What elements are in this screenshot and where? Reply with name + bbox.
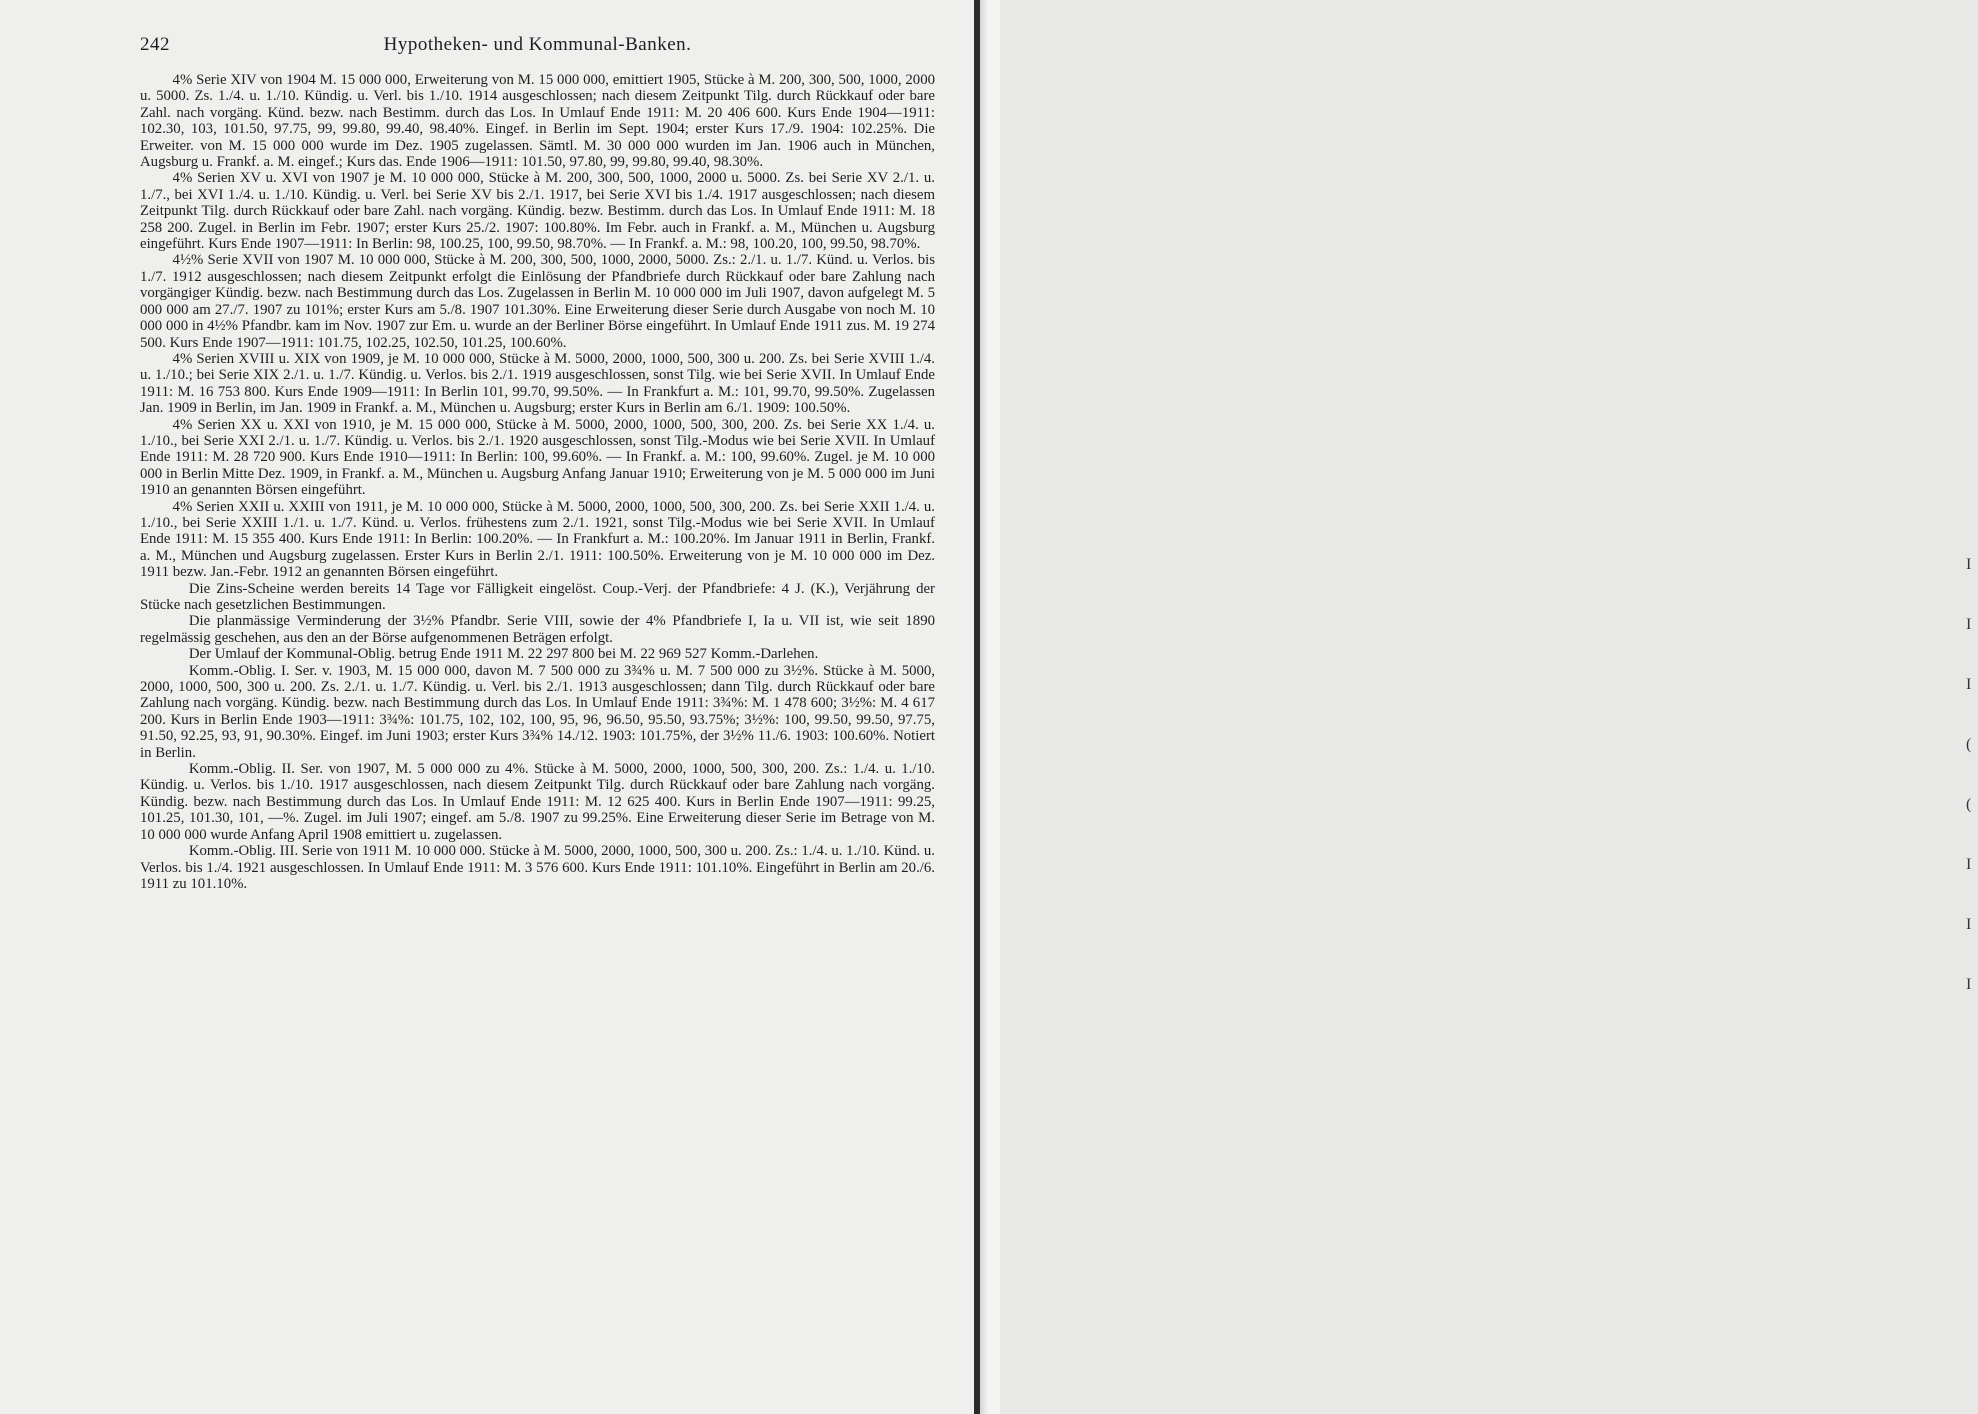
paragraph-komm-oblig-ii: Komm.-Oblig. II. Ser. von 1907, M. 5 000 000 zu 4%. Stücke à M. 5000, 2000, 1000, 500, 300, 200. Zs.: 1./4. u. 1./10. Kündig. u. Verlos. bis 1./10. 1917 ausgeschlossen, nach diesem Zeitpunkt Tilg. durch Rückkauf oder bare Zahlung nach vorgäng. Kündig. bezw. nach Bestimmung durch das Los. In Umlauf Ende 1911: M. 12 625 400. Kurs in Berlin Ende 1907—1911: 99.25, 101.25, 101.30, 101, —%. Zugel. im Juli 1907; eingef. am 5./8. 1907 zu 99.25%. Eine Erweiterung dieser Serie im Betrage von M. 10 000 000 wurde Anfang April 1908 emittiert u. zugelassen. [140,761,935,843]
edge-fragment: I [1966,976,1972,993]
page-header [140,34,935,64]
adjacent-page-fragments [1966,520,1978,1000]
article-body [140,72,935,892]
paragraph-serie-xx-xxi: 4% Serien XX u. XXI von 1910, je M. 15 000 000, Stücke à M. 5000, 2000, 1000, 500, 300, 200. Zs. bei Serie XX 1./4. u. 1./10., bei Serie XXI 2./1. u. 1./7. Kündig. u. Verlos. bis 2./1. 1920 ausgeschlossen, sonst Tilg.-Modus wie bei Serie XVII. In Umlauf Ende 1911: M. 28 720 900. Kurs Ende 1910—1911: In Berlin: 100, 99.60%. — In Frankf. a. M.: 100, 99.60%. Zugel. je M. 10 000 000 in Berlin Mitte Dez. 1909, in Frankf. a. M., München u. Augsburg Anfang Januar 1910; Erweiterung von je M. 5 000 000 im Juni 1910 an genannten Börsen eingeführt. [140,416,935,499]
paragraph-serie-xviii-xix: 4% Serien XVIII u. XIX von 1909, je M. 10 000 000, Stücke à M. 5000, 2000, 1000, 500, 300 u. 200. Zs. bei Serie XVIII 1./4. u. 1./10.; bei Serie XIX 2./1. u. 1./7. Kündig. u. Verlos. bis 2./1. 1919 ausgeschlossen, sonst Tilg. wie bei Serie XVII. In Umlauf Ende 1911: M. 16 753 800. Kurs Ende 1909—1911: In Berlin 101, 99.70, 99.50%. — In Frankfurt a. M.: 101, 99.70, 99.50%. Zugelassen Jan. 1909 in Berlin, im Jan. 1909 in Frankf. a. M., München u. Augsburg; erster Kurs in Berlin am 6./1. 1909: 100.50%. [140,350,935,417]
paragraph-verminderung: Die planmässige Verminderung der 3½% Pfandbr. Serie VIII, sowie der 4% Pfandbriefe I, Ia u. VII ist, wie seit 1890 regelmässig geschehen, aus den an der Börse aufgenommenen Beträgen erfolgt. [140,613,935,646]
edge-fragment: I [1966,616,1972,633]
page-number: 242 [140,34,170,55]
edge-fragment: I [1966,556,1972,573]
paragraph-serie-xiv: 4% Serie XIV von 1904 M. 15 000 000, Erweiterung von M. 15 000 000, emittiert 1905, Stücke à M. 200, 300, 500, 1000, 2000 u. 5000. Zs. 1./4. u. 1./10. Kündig. u. Verl. bis 1./10. 1914 ausgeschlossen; nach diesem Zeitpunkt Tilg. durch Rückkauf oder bare Zahl. nach vorgäng. Künd. bezw. nach Bestimm. durch das Los. In Umlauf Ende 1911: M. 20 406 600. Kurs Ende 1904—1911: 102.30, 103, 101.50, 97.75, 99, 99.80, 99.40, 98.40%. Eingef. in Berlin im Sept. 1904; erster Kurs 17./9. 1904: 102.25%. Die Erweiter. von M. 15 000 000 wurde im Dez. 1905 zugelassen. Sämtl. M. 30 000 000 wurden im Jan. 1906 auch in München, Augsburg u. Frankf. a. M. eingef.; Kurs das. Ende 1906—1911: 101.50, 97.80, 99, 99.80, 99.40, 98.30%. [140,72,935,171]
adjacent-page-edge [980,0,1972,1414]
running-title: Hypotheken- und Kommunal-Banken. [383,34,692,55]
edge-fragment: I [1966,856,1972,873]
paragraph-serie-xv-xvi: 4% Serien XV u. XVI von 1907 je M. 10 000 000, Stücke à M. 200, 300, 500, 1000, 2000 u. 5000. Zs. bei Serie XV 2./1. u. 1./7., bei XVI 1./4. u. 1./10. Kündig. u. Verl. bei Serie XV bis 2./1. 1917, bei Serie XVI bis 1./4. 1917 ausgeschlossen; nach diesem Zeitpunkt Tilg. durch Rückkauf oder bare Zahl. nach vorgäng. Kündig. bezw. Bestimm. durch das Los. In Umlauf Ende 1911: M. 18 258 200. Zugel. in Berlin im Febr. 1907; erster Kurs 25./2. 1907: 100.80%. Im Febr. auch in Frankf. a. M., München u. Augsburg eingeführt. Kurs Ende 1907—1911: In Berlin: 98, 100.25, 100, 99.50, 98.70%. — In Frankf. a. M.: 98, 100.20, 100, 99.50, 98.70%. [140,170,935,253]
edge-fragment: I [1966,916,1972,933]
edge-fragment: ( [1966,736,1972,753]
edge-fragment: ( [1966,796,1972,813]
paragraph-serie-xvii: 4½% Serie XVII von 1907 M. 10 000 000, Stücke à M. 200, 300, 500, 1000, 2000, 5000. Zs.: 2./1. u. 1./7. Künd. u. Verlos. bis 1./7. 1912 ausgeschlossen; nach diesem Zeitpunkt erfolgt die Einlösung der Pfandbriefe durch Rückkauf oder bare Zahlung nach vorgängiger Kündig. bezw. nach Bestimmung durch das Los. Zugelassen in Berlin M. 10 000 000 im Juli 1907, davon aufgelegt M. 5 000 000 am 27./7. 1907 zu 101%; erster Kurs am 5./8. 1907 101.30%. Eine Erweiterung dieser Serie durch Ausgabe von noch M. 10 000 000 in 4½% Pfandbr. kam im Nov. 1907 zur Em. u. wurde an der Berliner Börse eingeführt. In Umlauf Ende 1911 zus. M. 19 274 500. Kurs Ende 1907—1911: 101.75, 102.25, 102.50, 101.25, 100.60%. [140,252,935,351]
paragraph-komm-oblig-i: Komm.-Oblig. I. Ser. v. 1903, M. 15 000 000, davon M. 7 500 000 zu 3¾% u. M. 7 500 000 zu 3½%. Stücke à M. 5000, 2000, 1000, 500, 300 u. 200. Zs. 2./1. u. 1./7. Kündig. u. Verl. bis 2./1. 1913 ausgeschlossen; dann Tilg. durch Rückkauf oder bare Zahlung nach vorgäng. Kündig. bezw. nach Bestimmung durch das Los. In Umlauf Ende 1911: 3¾%: M. 1 478 600; 3½%: M. 4 617 200. Kurs in Berlin Ende 1903—1911: 3¾%: 101.75, 102, 102, 100, 95, 96, 96.50, 95.50, 93.75%; 3½%: 100, 99.50, 99.50, 97.75, 91.50, 92.25, 93, 91, 90.30%. Eingef. im Juni 1903; erster Kurs 3¾% 14./12. 1903: 101.75%, der 3½% 11./6. 1903: 100.60%. Notiert in Berlin. [140,662,935,761]
paragraph-komm-oblig-iii: Komm.-Oblig. III. Serie von 1911 M. 10 000 000. Stücke à M. 5000, 2000, 1000, 500, 300 u. 200. Zs.: 1./4. u. 1./10. Künd. u. Verlos. bis 1./4. 1921 ausgeschlossen. In Umlauf Ende 1911: M. 3 576 600. Kurs Ende 1911: 101.10%. Eingeführt in Berlin am 20./6. 1911 zu 101.10%. [140,843,935,892]
edge-fragment: I [1966,676,1972,693]
paragraph-zins-scheine: Die Zins-Scheine werden bereits 14 Tage vor Fälligkeit eingelöst. Coup.-Verj. der Pfandbriefe: 4 J. (K.), Verjährung der Stücke nach gesetzlichen Bestimmungen. [140,580,935,613]
paragraph-serie-xxii-xxiii: 4% Serien XXII u. XXIII von 1911, je M. 10 000 000, Stücke à M. 5000, 2000, 1000, 500, 300, 200. Zs. bei Serie XXII 1./4. u. 1./10., bei Serie XXIII 1./1. u. 1./7. Künd. u. Verlos. frühestens zum 2./1. 1921, sonst Tilg.-Modus wie bei Serie XVII. In Umlauf Ende 1911: M. 15 355 400. Kurs Ende 1911: In Berlin: 100.20%. — In Frankfurt a. M.: 100.20%. Im Januar 1911 in Berlin, Frankf. a. M., München und Augsburg zugelassen. Erster Kurs in Berlin 2./1. 1911: 100.50%. Erweiterung von je M. 10 000 000 im Dez. 1911 bezw. Jan.-Febr. 1912 an genannten Börsen eingeführt. [140,498,935,581]
paragraph-umlauf-kommunal: Der Umlauf der Kommunal-Oblig. betrug Ende 1911 M. 22 297 800 bei M. 22 969 527 Komm.-Darlehen. [188,646,819,663]
